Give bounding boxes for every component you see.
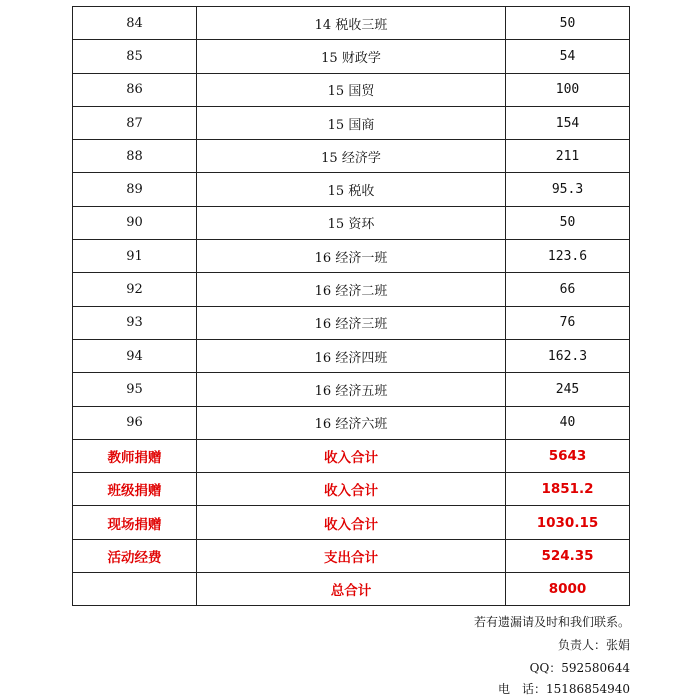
- qq-number: QQ：592580644: [529, 661, 630, 675]
- class-name: 16 经济二班: [197, 273, 506, 306]
- table-row: [73, 7, 630, 40]
- class-name: 16 经济五班: [197, 373, 506, 406]
- summary-type: 支出合计: [197, 539, 506, 572]
- table-row: [73, 140, 630, 173]
- class-name: 16 经济一班: [197, 240, 506, 273]
- summary-row: [73, 473, 630, 506]
- class-name: 16 经济四班: [197, 339, 506, 372]
- footer-note: 若有遗漏请及时和我们联系。: [473, 615, 630, 629]
- summary-amount: 5643: [506, 439, 630, 472]
- table-row: [73, 273, 630, 306]
- row-number: 88: [73, 140, 197, 173]
- amount: 66: [506, 273, 630, 306]
- donation-table: [72, 6, 630, 606]
- summary-row: [73, 439, 630, 472]
- class-name: 15 财政学: [197, 40, 506, 73]
- summary-label: 教师捐赠: [73, 439, 197, 472]
- class-name: 15 国贸: [197, 73, 506, 106]
- row-number: 92: [73, 273, 197, 306]
- class-name: 15 经济学: [197, 140, 506, 173]
- row-number: 93: [73, 306, 197, 339]
- amount: 95.3: [506, 173, 630, 206]
- summary-amount: 8000: [506, 573, 630, 606]
- table-row: [73, 306, 630, 339]
- class-name: 15 资环: [197, 206, 506, 239]
- table-row: [73, 40, 630, 73]
- phone-number: 电 话：15186854940: [498, 682, 630, 696]
- row-number: 90: [73, 206, 197, 239]
- summary-row: [73, 539, 630, 572]
- grand-total-row: [73, 573, 630, 606]
- summary-amount: 524.35: [506, 539, 630, 572]
- contact-person: 负责人：张娟: [557, 638, 630, 652]
- row-number: 91: [73, 240, 197, 273]
- amount: 162.3: [506, 339, 630, 372]
- class-name: 16 经济六班: [197, 406, 506, 439]
- amount: 154: [506, 106, 630, 139]
- row-number: 96: [73, 406, 197, 439]
- amount: 40: [506, 406, 630, 439]
- row-number: 84: [73, 7, 197, 40]
- row-number: 86: [73, 73, 197, 106]
- summary-row: [73, 506, 630, 539]
- table-row: [73, 373, 630, 406]
- amount: 211: [506, 140, 630, 173]
- table-row: [73, 240, 630, 273]
- row-number: 87: [73, 106, 197, 139]
- class-name: 16 经济三班: [197, 306, 506, 339]
- row-number: 85: [73, 40, 197, 73]
- summary-label: 现场捐赠: [73, 506, 197, 539]
- amount: 245: [506, 373, 630, 406]
- table-row: [73, 339, 630, 372]
- table-row: [73, 406, 630, 439]
- summary-type: 收入合计: [197, 473, 506, 506]
- summary-label: 活动经费: [73, 539, 197, 572]
- summary-type: 收入合计: [197, 439, 506, 472]
- table-row: [73, 173, 630, 206]
- amount: 123.6: [506, 240, 630, 273]
- class-name: 15 税收: [197, 173, 506, 206]
- summary-type: 总合计: [197, 573, 506, 606]
- amount: 100: [506, 73, 630, 106]
- summary-amount: 1030.15: [506, 506, 630, 539]
- row-number: 94: [73, 339, 197, 372]
- amount: 76: [506, 306, 630, 339]
- summary-type: 收入合计: [197, 506, 506, 539]
- class-name: 14 税收三班: [197, 7, 506, 40]
- table-row: [73, 206, 630, 239]
- class-name: 15 国商: [197, 106, 506, 139]
- summary-label: 班级捐赠: [73, 473, 197, 506]
- row-number: 89: [73, 173, 197, 206]
- amount: 50: [506, 206, 630, 239]
- table-row: [73, 106, 630, 139]
- amount: 50: [506, 7, 630, 40]
- summary-label: [73, 573, 197, 606]
- row-number: 95: [73, 373, 197, 406]
- summary-amount: 1851.2: [506, 473, 630, 506]
- amount: 54: [506, 40, 630, 73]
- table-row: [73, 73, 630, 106]
